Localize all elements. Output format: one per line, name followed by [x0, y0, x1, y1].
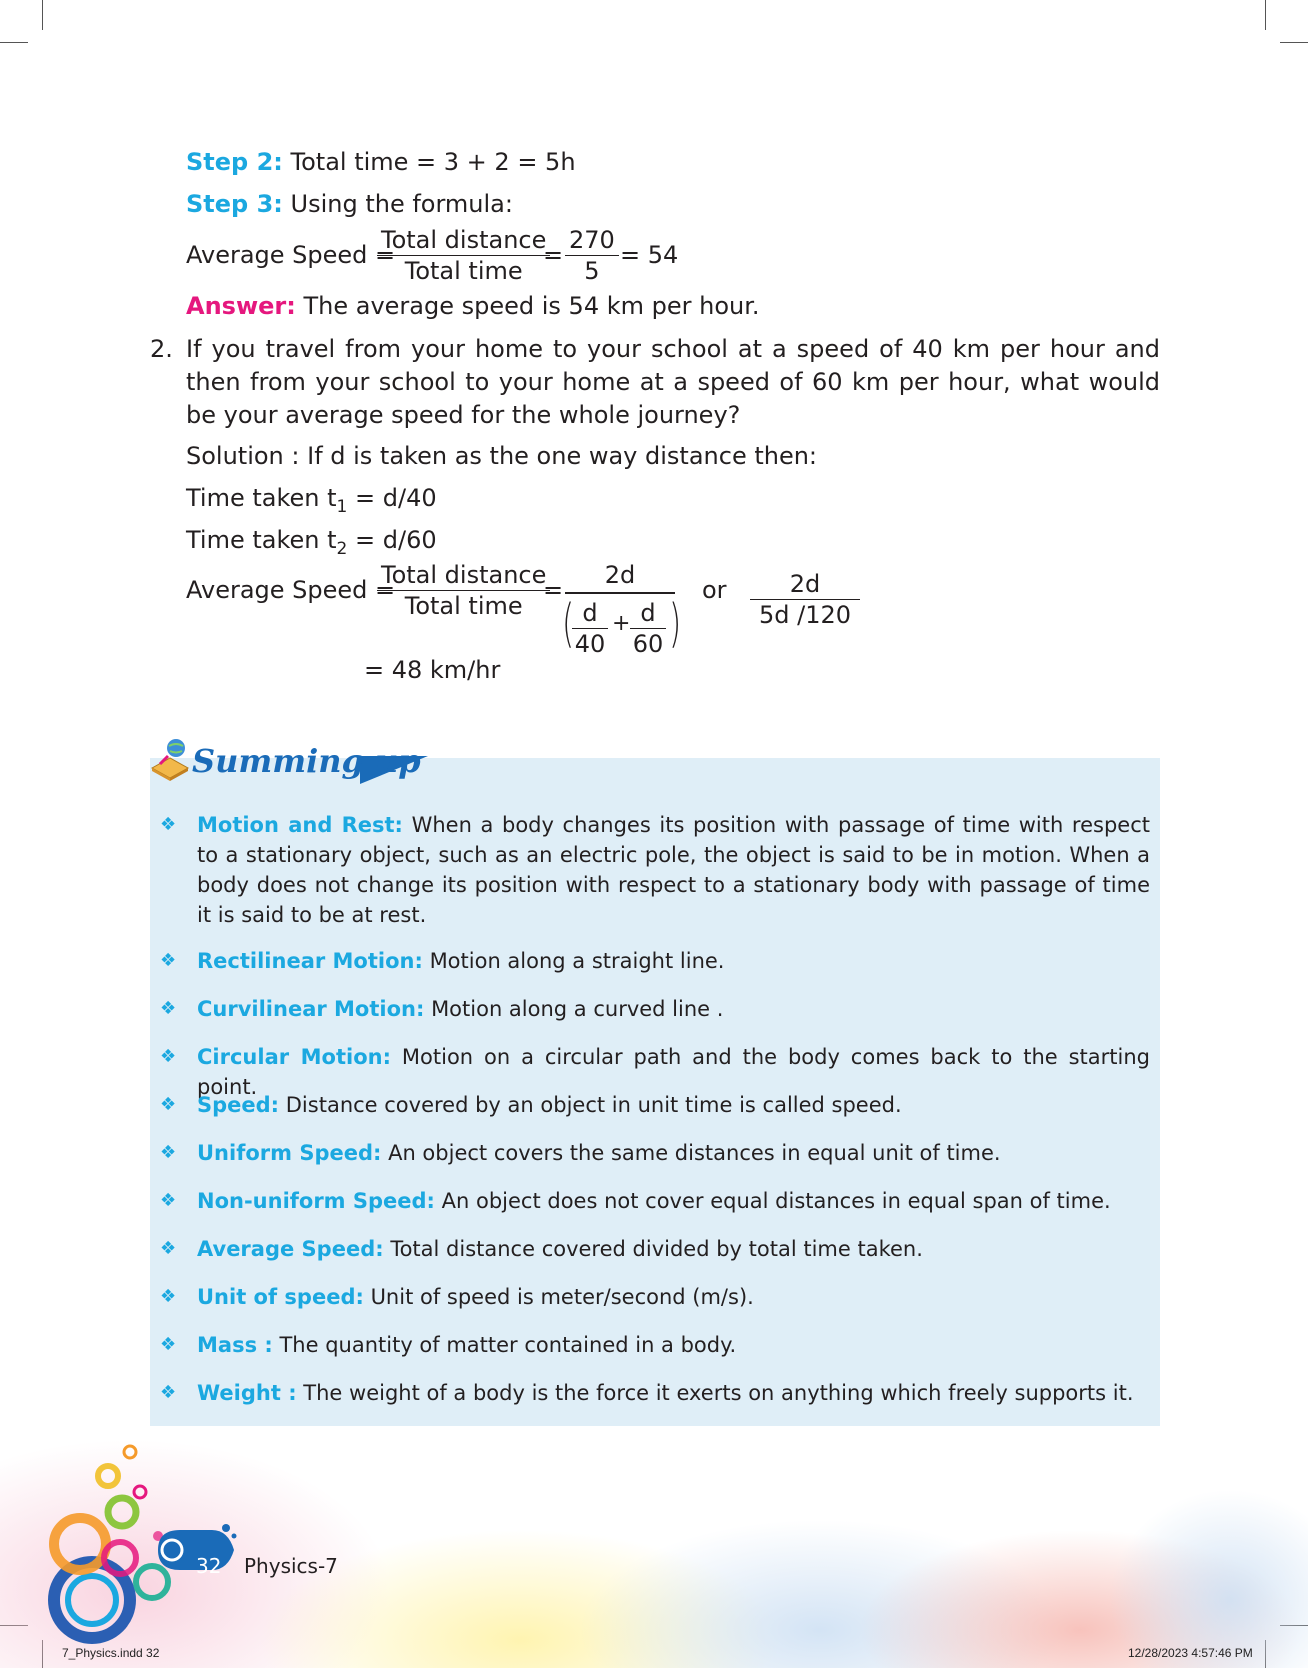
bullet-icon: ❖ [160, 1382, 177, 1403]
crop-mark [0, 42, 28, 43]
summary-item-rectilinear [160, 946, 1150, 976]
definition: Distance covered by an object in unit time is called speed. [285, 1093, 902, 1117]
term: Unit of speed: [197, 1285, 364, 1309]
term: Mass : [197, 1333, 273, 1357]
bullet-icon: ❖ [160, 950, 177, 971]
bullet-icon: ❖ [160, 1334, 177, 1355]
left-paren: ( [562, 594, 575, 654]
step-2-text: Total time = 3 + 2 = 5h [290, 148, 576, 176]
crop-mark [1265, 0, 1266, 30]
page-number-badge-bg [150, 1520, 240, 1580]
question-2 [150, 333, 1160, 432]
fraction-numerator: Total distance [377, 225, 550, 256]
fraction-numerator: Total distance [377, 560, 550, 591]
definition: The quantity of matter contained in a body. [279, 1333, 737, 1357]
summary-item-weight [160, 1378, 1150, 1408]
time-t1-line [186, 483, 437, 516]
fraction-denominator: 5d /120 [758, 601, 852, 629]
summary-item-unit-of-speed [160, 1282, 1150, 1312]
big-fraction-bar [565, 592, 675, 594]
question-text: If you travel from your home to your school at a speed of 40 km per hour and then from your school to your home at a speed of 60 km per hour, what would be your average speed for the whole journey? [186, 335, 1160, 429]
summary-item-mass [160, 1330, 1150, 1360]
book-title: Physics-7 [244, 1554, 338, 1578]
step-2-line [186, 147, 576, 177]
big-fraction-numerator: 2d [604, 561, 636, 589]
answer-line [186, 291, 760, 321]
bullet-icon: ❖ [160, 998, 177, 1019]
term: Motion and Rest: [197, 813, 403, 837]
bullet-icon: ❖ [160, 1046, 177, 1067]
t1-subscript: 1 [336, 497, 348, 517]
term: Non-uniform Speed: [197, 1189, 435, 1213]
question-number: 2. [150, 335, 173, 363]
summing-up-title: Summing up [192, 742, 421, 780]
summary-item-uniform-speed [160, 1138, 1150, 1168]
term: Weight : [197, 1381, 297, 1405]
term: Uniform Speed: [197, 1141, 382, 1165]
t2-subscript: 2 [336, 539, 348, 559]
summary-item-curvilinear [160, 994, 1150, 1024]
fraction-distance-time-2 [377, 560, 550, 621]
crop-mark [1280, 42, 1308, 43]
or-text: or [702, 576, 727, 604]
definition: Total distance covered divided by total time taken. [390, 1237, 923, 1261]
term: Average Speed: [197, 1237, 384, 1261]
time-t2-line [186, 525, 437, 558]
bullet-icon: ❖ [160, 1142, 177, 1163]
slug-right: 12/28/2023 4:57:46 PM [1128, 1646, 1253, 1660]
fraction-d-60 [630, 598, 666, 659]
fraction-numerator: 2d [750, 569, 860, 600]
definition: An object does not cover equal distances in equal span of time. [441, 1189, 1111, 1213]
crop-mark [42, 0, 43, 30]
fraction-denominator: 40 [574, 630, 606, 658]
definition: The weight of a body is the force it exerts on anything which freely supports it. [303, 1381, 1134, 1405]
step-3-label: Step 3: [186, 190, 283, 218]
summary-item-speed [160, 1090, 1150, 1120]
step-3-line [186, 189, 513, 219]
summary-item-average-speed [160, 1234, 1150, 1264]
definition: An object covers the same distances in equal unit of time. [388, 1141, 1001, 1165]
fraction-denominator: 5 [584, 257, 600, 285]
avg-speed-lhs: Average Speed = [186, 241, 396, 269]
definition: When a body changes its position with passage of time with respect to a stationary object, such as an electric pole, the object is said to be in motion. When a body does not change its position with respect to a stationary body with passage of time it is said to be at rest. [197, 813, 1150, 927]
term: Circular Motion: [197, 1045, 391, 1069]
slug-left: 7_Physics.indd 32 [62, 1646, 160, 1660]
equals-sign: = [543, 241, 564, 269]
step-3-text: Using the formula: [290, 190, 513, 218]
fraction-denominator: Total time [404, 257, 523, 285]
fraction-numerator: d [630, 598, 666, 629]
plus-sign: + [612, 611, 631, 636]
summary-item-non-uniform-speed [160, 1186, 1150, 1216]
equals-sign-2: = [543, 576, 564, 604]
avg-speed-2-result: = 48 km/hr [364, 656, 501, 684]
fraction-numerator: 270 [565, 225, 619, 256]
definition: Unit of speed is meter/second (m/s). [370, 1285, 754, 1309]
bullet-icon: ❖ [160, 814, 177, 835]
answer-label: Answer: [186, 292, 296, 320]
fraction-distance-time [377, 225, 550, 286]
right-paren: ) [669, 594, 682, 654]
t1-prefix: Time taken t [186, 484, 337, 512]
term: Rectilinear Motion: [197, 949, 423, 973]
step-2-label: Step 2: [186, 148, 283, 176]
solution-line: Solution : If d is taken as the one way distance then: [186, 442, 818, 470]
answer-text: The average speed is 54 km per hour. [303, 292, 760, 320]
fraction-270-5 [565, 225, 619, 286]
fraction-2d-5d [750, 569, 860, 630]
definition: Motion along a straight line. [429, 949, 725, 973]
fraction-numerator: d [572, 598, 608, 629]
definition: Motion on a circular path and the body comes back to the starting point. [197, 1045, 1150, 1099]
bullet-icon: ❖ [160, 1094, 177, 1115]
fraction-denominator: 60 [632, 630, 664, 658]
bullet-icon: ❖ [160, 1286, 177, 1307]
term: Curvilinear Motion: [197, 997, 425, 1021]
bullet-icon: ❖ [160, 1190, 177, 1211]
page-number: 32 [196, 1554, 222, 1578]
t1-value: = d/40 [347, 484, 437, 512]
t2-prefix: Time taken t [186, 526, 337, 554]
book-globe-icon [146, 734, 194, 782]
bullet-icon: ❖ [160, 1238, 177, 1259]
definition: Motion along a curved line . [431, 997, 724, 1021]
avg-speed-2-lhs: Average Speed = [186, 576, 396, 604]
avg-speed-result: = 54 [620, 241, 679, 269]
t2-value: = d/60 [347, 526, 437, 554]
fraction-d-40 [572, 598, 608, 659]
fraction-denominator: Total time [404, 592, 523, 620]
term: Speed: [197, 1093, 280, 1117]
summary-item-motion-rest [160, 810, 1150, 930]
